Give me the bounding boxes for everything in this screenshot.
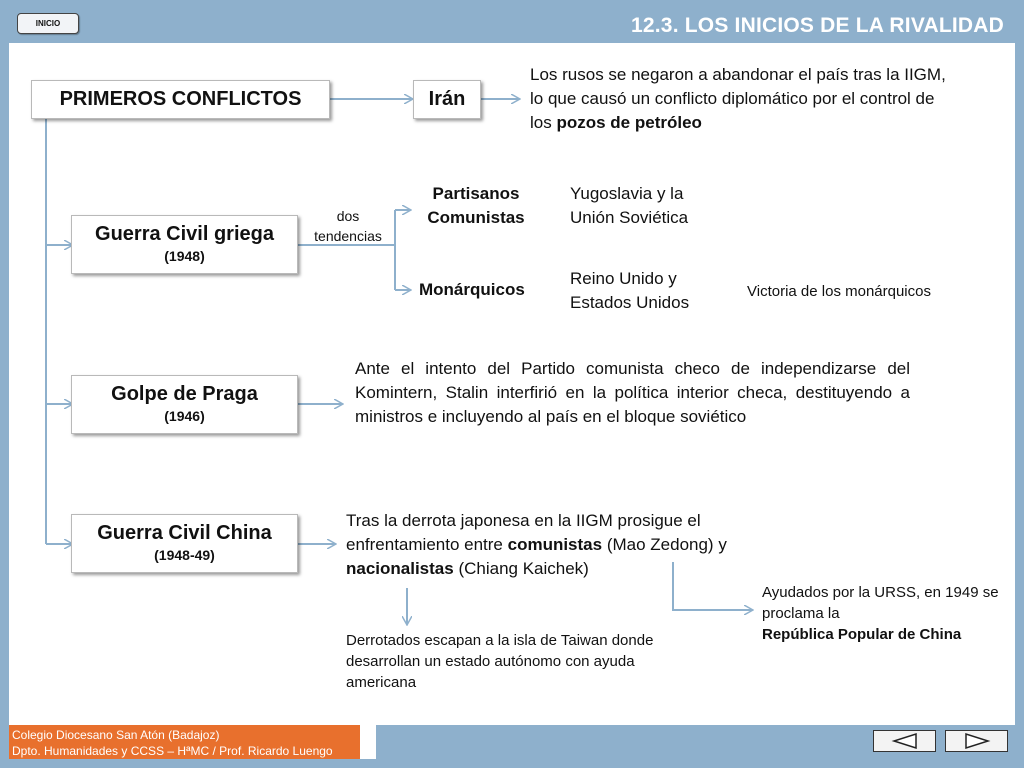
prague-year: (1946) [164, 408, 205, 424]
partisanos-label: Partisanos Comunistas [427, 184, 525, 227]
china-year: (1948-49) [154, 547, 215, 563]
greek-year: (1948) [164, 248, 205, 264]
tendencies-label: dos tendencias [314, 208, 382, 244]
iran-node [413, 80, 481, 119]
prague-coup-node [71, 375, 298, 434]
prague-title: Golpe de Praga [111, 383, 258, 405]
next-button[interactable] [945, 730, 1008, 752]
prague-description: Ante el intento del Partido comunista checo de independizarse del Komintern, Stalin interfirió en la política interior checa, destituyendo a ministros e incluyendo al país en el bloque soviético [355, 359, 910, 426]
greek-civil-war-node [71, 215, 298, 274]
triangle-left-icon [890, 732, 920, 750]
footer-credits: Colegio Diocesano San Atón (Badajoz) Dpto. Humanidades y CCSS – HªMC / Prof. Ricardo Luengo [9, 725, 360, 759]
greek-title: Guerra Civil griega [95, 223, 274, 245]
china-defeat: Derrotados escapan a la isla de Taiwan donde desarrollan un estado autónomo con ayuda americana [346, 632, 654, 691]
main-node-label: PRIMEROS CONFLICTOS [59, 88, 302, 110]
home-button[interactable]: INICIO [17, 13, 79, 34]
greek-result: Victoria de los monárquicos [747, 283, 931, 300]
china-description: Tras la derrota japonesa en la IIGM prosigue el enfrentamiento entre comunistas (Mao Zedong) y nacionalistas (Chiang Kaichek) [346, 511, 727, 578]
partisanos-support: Yugoslavia y la Unión Soviética [570, 184, 689, 227]
iran-label: Irán [428, 88, 466, 110]
main-node [31, 80, 330, 119]
slide-title: 12.3. LOS INICIOS DE LA RIVALIDAD [631, 14, 1004, 37]
iran-description: Los rusos se negaron a abandonar el país tras la IIGM, lo que causó un conflicto diplomático por el control de los pozos de petróleo [530, 65, 946, 132]
china-civil-war-node [71, 514, 298, 573]
china-victory: Ayudados por la URSS, en 1949 se proclama la República Popular de China [762, 584, 999, 643]
china-title: Guerra Civil China [97, 522, 272, 544]
prev-button[interactable] [873, 730, 936, 752]
monarquicos-support: Reino Unido y Estados Unidos [570, 269, 690, 312]
triangle-right-icon [962, 732, 992, 750]
monarquicos-label: Monárquicos [419, 280, 525, 299]
